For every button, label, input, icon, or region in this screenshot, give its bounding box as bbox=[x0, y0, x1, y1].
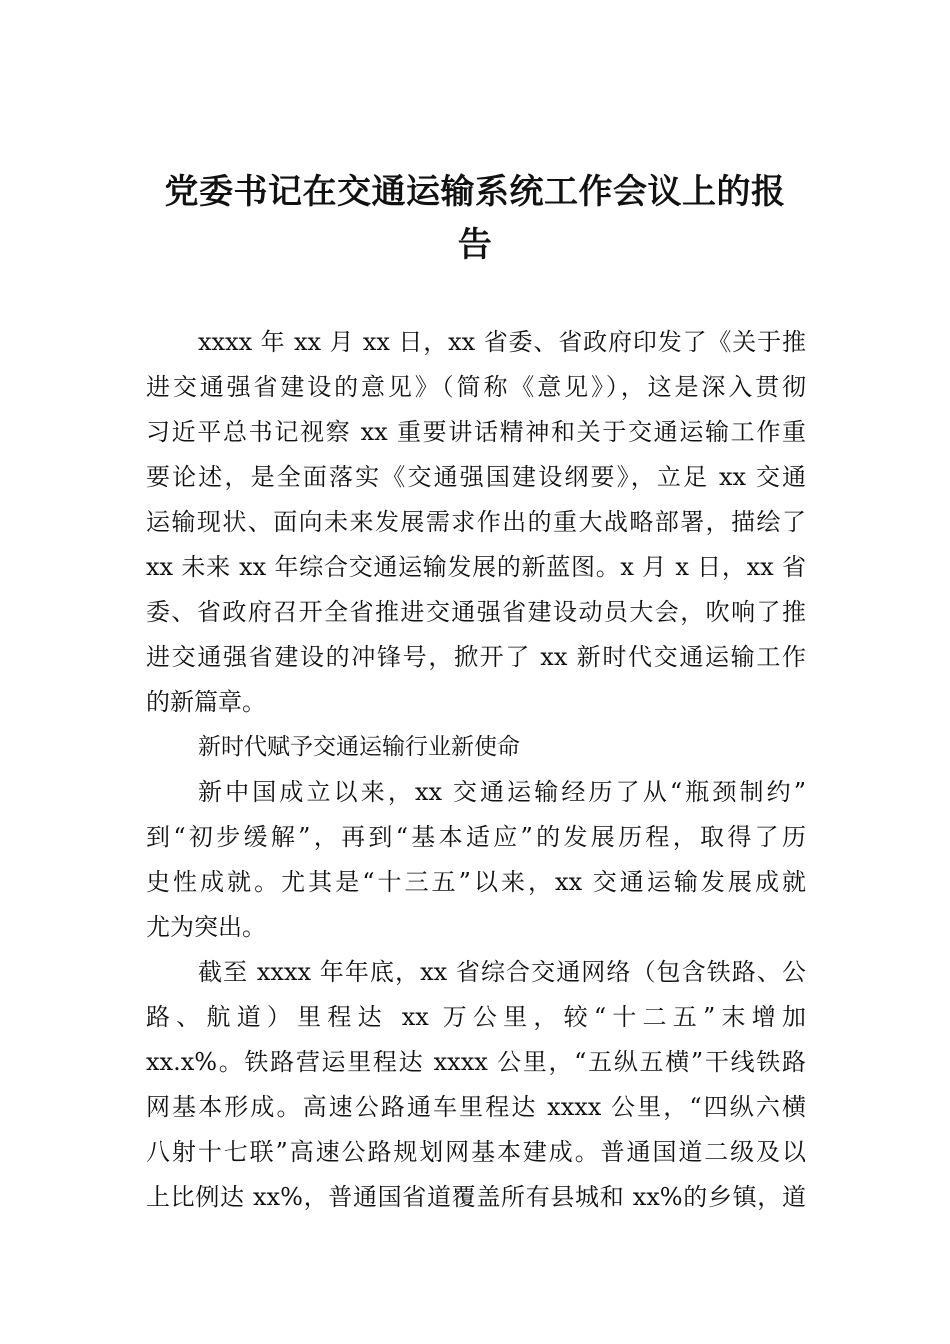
text-line: xx 未来 xx 年综合交通运输发展的新蓝图。x 月 x 日，xx 省 bbox=[146, 553, 806, 581]
paragraph-history bbox=[146, 770, 806, 950]
text-line: 进交通强省建设的冲锋号，掀开了 xx 新时代交通运输工作 bbox=[146, 643, 806, 671]
text-line: xxxx 年 xx 月 xx 日，xx 省委、省政府印发了《关于推 bbox=[198, 328, 806, 356]
text-line: 运输现状、面向未来发展需求作出的重大战略部署，描绘了 bbox=[146, 508, 806, 536]
paragraph-intro bbox=[146, 320, 806, 725]
text-line: 新中国成立以来，xx 交通运输经历了从“瓶颈制约” bbox=[198, 778, 806, 806]
title-line: 告 bbox=[457, 225, 493, 265]
paragraph-network bbox=[146, 950, 806, 1220]
document-body bbox=[146, 320, 806, 1220]
text-line: 要论述，是全面落实《交通强国建设纲要》，立足 xx 交通 bbox=[146, 463, 806, 491]
document-title bbox=[150, 166, 800, 272]
text-line: 八射十七联”高速公路规划网基本建成。普通国道二级及以 bbox=[146, 1138, 806, 1166]
text-line: 尤为突出。 bbox=[146, 913, 266, 941]
text-line: 的新篇章。 bbox=[146, 688, 266, 716]
text-line: 截至 xxxx 年年底，xx 省综合交通网络（包含铁路、公 bbox=[198, 958, 806, 986]
text-line: xx.x%。铁路营运里程达 xxxx 公里，“五纵五横”干线铁路 bbox=[146, 1048, 806, 1076]
text-line: 到“初步缓解”，再到“基本适应”的发展历程，取得了历 bbox=[146, 823, 806, 851]
section-heading: 新时代赋予交通运输行业新使命 bbox=[198, 734, 520, 760]
text-line: 路、航道）里程达 xx 万公里，较“十二五”末增加 bbox=[146, 1003, 806, 1031]
text-line: 上比例达 xx%，普通国省道覆盖所有县城和 xx%的乡镇，道 bbox=[146, 1183, 806, 1211]
text-line: 习近平总书记视察 xx 重要讲话精神和关于交通运输工作重 bbox=[146, 418, 806, 446]
text-line: 进交通强省建设的意见》（简称《意见》），这是深入贯彻 bbox=[146, 373, 806, 401]
text-line: 史性成就。尤其是“十三五”以来，xx 交通运输发展成就 bbox=[146, 868, 806, 896]
title-line: 党委书记在交通运输系统工作会议上的报 bbox=[164, 172, 786, 212]
text-line: 委、省政府召开全省推进交通强省建设动员大会，吹响了推 bbox=[146, 598, 806, 626]
text-line: 网基本形成。高速公路通车里程达 xxxx 公里，“四纵六横 bbox=[146, 1093, 806, 1121]
